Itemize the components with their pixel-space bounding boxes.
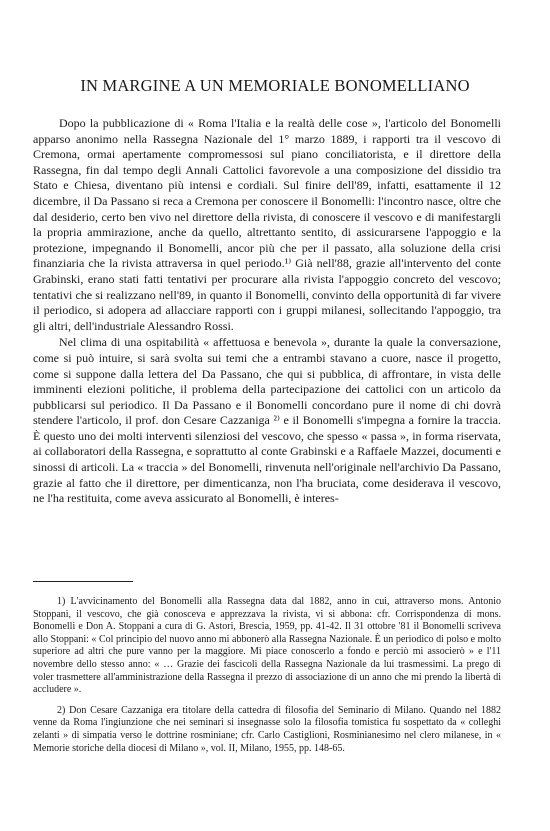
footnote-2: 2) Don Cesare Cazzaniga era titolare della cattedra di filosofia del Seminario di Milano. Quando nel 1882 venne da Roma l'ingiunzione che nei seminari si insegnasse solo la filosofia tomistica fu sospettato da « colleghi zelanti » di simpatia verso le dottrine rosminiane; cfr. Carlo Castiglioni, Rosminianesimo nel clero milanese, in « Memorie storiche della diocesi di Milano », vol. II, Milano, 1955, pp. 148-65. (33, 704, 501, 754)
page-title: IN MARGINE A UN MEMORIALE BONOMELLIANO (80, 76, 470, 95)
paragraph-1: Dopo la pubblicazione di « Roma l'Italia e la realtà delle cose », l'articolo del Bonomelli apparso anonimo nella Rassegna Nazionale del 1° marzo 1889, i rapporti tra il vescovo di Cremona, ormai apertamente compromessosi sul piano conciliatorista, e il direttore della Rassegna, fin dal tempo degli Annali Cattolici favorevole a una composizione del dissidio tra Stato e Chiesa, diventano più intensi e cordiali. Sul finire dell'89, infatti, esattamente il 12 dicembre, il Da Passano si reca a Cremona per conoscere il Bonomelli: l'incontro nasce, oltre che dal desiderio, certo ben vivo nel direttore della rivista, di conoscere il vescovo e di manifestargli la propria ammirazione, anche da quello, altrettanto sentito, di assicurarsene l'appoggio e la protezione, impegnando il Bonomelli, ancor più che per il passato, alla soluzione della crisi finanziaria che la rivista attraversa in quel periodo.¹⁾ Già nell'88, grazie all'intervento del conte Grabinski, erano stati fatti tentativi per procurare alla rivista l'appoggio concreto del vescovo; tentativi che si realizzano nell'89, in quanto il Bonomelli, convinto della opportunità di far vivere il periodico, si adopera ad allacciare rapporti con i gruppi milanesi, sollecitando l'appoggio, tra gli altri, dell'industriale Alessandro Rossi. (33, 116, 501, 333)
main-text (33, 116, 501, 507)
footnote-divider (33, 581, 133, 582)
footnotes (33, 596, 501, 763)
paragraph-2: Nel clima di una ospitabilità « affettuosa e benevola », durante la quale la conversazione, come si può intuire, si sarà svolta sui temi che a entrambi stavano a cuore, nasce il progetto, come si suppone dalla lettera del Da Passano, che qui si pubblica, di affrontare, in vista delle imminenti elezioni politiche, il problema della partecipazione dei cattolici con un articolo da pubblicarsi sul periodico. Il Da Passano e il Bonomelli concordano pure il nome di chi dovrà stendere l'articolo, il prof. don Cesare Cazzaniga ²⁾ e il Bonomelli s'impegna a fornire la traccia. È questo uno dei molti interventi silenziosi del vescovo, che spesso « passa », in forma riservata, ai collaboratori della Rassegna, e soprattutto al conte Grabinski e a Raffaele Mazzei, documenti e sinossi di articoli. La « traccia » del Bonomelli, rinvenuta nell'originale nell'archivio Da Passano, grazie al fatto che il direttore, per dimenticanza, non l'ha bruciata, come desiderava il vescovo, ne l'ha restituita, come aveva assicurato al Bonomelli, è interes- (33, 335, 501, 506)
footnote-1: 1) L'avvicinamento del Bonomelli alla Rassegna data dal 1882, anno in cui, attraverso mons. Antonio Stoppani, il vescovo, che già conosceva e apprezzava la rivista, vi si abbona: cfr. Corrispondenza di mons. Bonomelli e Don A. Stoppani a cura di G. Astori, Brescia, 1959, pp. 41-42. Il 31 ottobre '81 il Bonomelli scriveva allo Stoppani: « Col principio del nuovo anno mi abbonerò alla Rassegna Nazionale. È un periodico di polso e molto superiore ad altri che pure vanno per la maggiore. Mi piace conoscerlo a fondo e perciò mi associerò » e l'11 novembre dello stesso anno: « … Grazie dei fascicoli della Rassegna Nazionale da lui trasmessimi. La prego di voler trasmettere all'amministrazione della Rassegna il prezzo di associazione di un anno che mi prendo la libertà di accludere ». (33, 596, 501, 696)
